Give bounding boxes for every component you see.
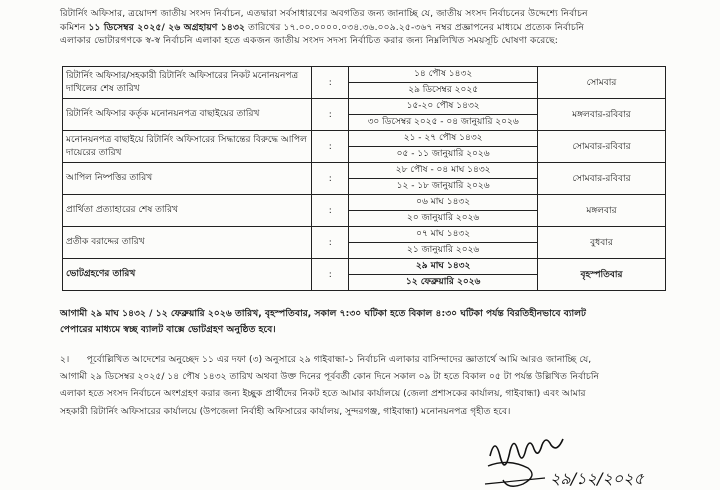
schedule-colon: : (312, 227, 349, 259)
schedule-date-english: ২৯ ডিসেম্বর ২০২৫ (408, 85, 479, 95)
schedule-date-bangla: ১৪ পৌষ ১৪৩২ (349, 67, 537, 83)
schedule-event-label: প্রতীক বরাদ্দের তারিখ (63, 227, 312, 259)
schedule-date-english: ১২ ফেব্রুয়ারি ২০২৬ (405, 277, 481, 287)
schedule-row (63, 67, 666, 99)
schedule-colon: : (312, 195, 349, 227)
schedule-day: মঙ্গলবার (537, 195, 665, 227)
intro-line-1: রিটার্নিং অফিসার, ত্রয়োদশ জাতীয় সংসদ নির্বাচন, এতদ্বারা সর্বসাধারণের অবগতির জন্য জানাচ্ছি যে, জাতীয় সংসদ নির্বাচনের উদ্দেশ্যে নির্বাচন (60, 8, 588, 19)
schedule-day: সোমবার (537, 67, 665, 99)
schedule-dates (349, 99, 538, 131)
schedule-dates (349, 227, 538, 259)
intro-line-2-pre: কমিশন (60, 22, 89, 33)
schedule-colon: : (312, 163, 349, 195)
signature-date: ২৯/১২/২০২৫ (550, 469, 644, 488)
schedule-event-label: ভোটগ্রহণের তারিখ (63, 259, 312, 291)
schedule-date-english: ২১ জানুয়ারি ২০২৬ (406, 245, 480, 255)
schedule-row (63, 195, 666, 227)
schedule-dates (349, 67, 538, 99)
signature (480, 426, 660, 490)
schedule-date-bangla: ১৫-২০ পৌষ ১৪৩২ (349, 99, 537, 115)
poll-note-line-1: আগামী ২৯ মাঘ ১৪৩২ / ১২ ফেব্রুয়ারি ২০২৬ তারিখ, বৃহস্পতিবার, সকাল ৭:৩০ ঘটিকা হতে বিকাল ৪:৩০ ঘটিকা পর্যন্ত বিরতিহীনভাবে ব্যালট (60, 308, 587, 319)
section-2-line-2: আগামী ২৯ ডিসেম্বর ২০২৫/ ১৪ পৌষ ১৪৩২ তারিখ অথবা উক্ত দিনের পূর্ববর্তী কোন দিনে সকাল ০৯ টা হতে বিকাল ০৫ টা পর্যন্ত উল্লিখিত নির্বাচনি (60, 371, 599, 382)
schedule-colon: : (312, 131, 349, 163)
schedule-row (63, 227, 666, 259)
schedule-date-bangla: ২৯ মাঘ ১৪৩২ (349, 259, 537, 275)
schedule-dates (349, 195, 538, 227)
section-2-line-4: সহকারী রিটার্নিং অফিসারের কার্যালয়ে (উপজেলা নির্বাহী অফিসারের কার্যালয়, সুন্দরগঞ্জ, গাইবান্ধা) মনোনয়নপত্র গৃহীত হবে। (60, 406, 511, 417)
intro-gazette-date: ১১ ডিসেম্বর ২০২৫/ ২৬ অগ্রহায়ণ ১৪৩২ (88, 22, 246, 33)
intro-line-2-post: তারিখের ১৭.০০.০০০০.০৩৪.৩৬.০০৯.২৫-৩৬৭ নম্বর প্রজ্ঞাপনের মাধ্যমে প্রত্যেক নির্বাচনি (245, 22, 585, 33)
schedule-colon: : (312, 99, 349, 131)
intro-line-3: এলাকার ভোটারগণকে স্ব-স্ব নির্বাচনি এলাকা হতে একজন জাতীয় সংসদ সদস্য নির্বাচিত করার জন্য নিম্নলিখিত সময়সূচি ঘোষণা করেছে: (60, 35, 558, 46)
section-2-text-1: পূর্বোল্লিখিত আদেশের অনুচ্ছেদ ১১ এর দফা (৩) অনুসারে ২৯ গাইবান্ধা-১ নির্বাচনি এলাকার বাসিন্দাদের জ্ঞাতার্থে আমি আরও জানাচ্ছি যে, (86, 354, 592, 365)
schedule-event-label: প্রার্থিতা প্রত্যাহারের শেষ তারিখ (63, 195, 312, 227)
schedule-row (63, 131, 666, 163)
schedule-date-english: ১২ - ১৮ জানুয়ারি ২০২৬ (396, 181, 490, 191)
section-2-line-1 (60, 352, 591, 367)
schedule-date-bangla: ০৭ মাঘ ১৪৩২ (349, 227, 537, 243)
schedule-dates (349, 131, 538, 163)
schedule-event-label: আপিল নিষ্পত্তির তারিখ (63, 163, 312, 195)
schedule-date-english: ৩০ ডিসেম্বর ২০২৫ - ০৪ জানুয়ারি ২০২৬ (367, 117, 519, 127)
poll-note-line-2: পেপারের মাধ্যমে স্বচ্ছ ব্যালট বাক্সে ভোটগ্রহণ অনুষ্ঠিত হবে। (60, 324, 276, 335)
schedule-row (63, 259, 666, 291)
schedule-day: মঙ্গলবার-রবিবার (537, 99, 665, 131)
section-2-number: ২। (60, 354, 70, 365)
schedule-colon: : (312, 67, 349, 99)
schedule-date-bangla: ০৬ মাঘ ১৪৩২ (349, 195, 537, 211)
schedule-day: সোমবার-রবিবার (537, 163, 665, 195)
schedule-day: বৃহস্পতিবার (537, 259, 665, 291)
schedule-table (62, 66, 666, 291)
schedule-date-english: ২০ জানুয়ারি ২০২৬ (406, 213, 480, 223)
schedule-row (63, 163, 666, 195)
section-2-line-3: এলাকা হতে সংসদ নির্বাচনে অংশগ্রহণ করার জন্য ইচ্ছুক প্রার্থীদের নিকট হতে আমার কার্যালয়ে (জেলা প্রশাসকের কার্যালয়, গাইবান্ধা) এবং আমার (60, 388, 586, 399)
schedule-event-label: মনোনয়নপত্র বাছাইয়ে রিটার্নিং অফিসারের সিদ্ধান্তের বিরুদ্ধে আপিল দায়েরের তারিখ (63, 131, 312, 163)
schedule-date-bangla: ২৮ পৌষ - ০৪ মাঘ ১৪৩২ (349, 163, 537, 179)
schedule-row (63, 99, 666, 131)
schedule-event-label: রিটার্নিং অফিসার/সহকারী রিটার্নিং অফিসারের নিকট মনোনয়নপত্র দাখিলের শেষ তারিখ (63, 67, 312, 99)
schedule-dates (349, 163, 538, 195)
schedule-day: সোমবার-রবিবার (537, 131, 665, 163)
schedule-date-bangla: ২১ - ২৭ পৌষ ১৪৩২ (349, 131, 537, 147)
schedule-date-english: ০৫ - ১১ জানুয়ারি ২০২৬ (396, 149, 490, 159)
schedule-day: বুধবার (537, 227, 665, 259)
schedule-colon: : (312, 259, 349, 291)
schedule-dates (349, 259, 538, 291)
schedule-event-label: রিটার্নিং অফিসার কর্তৃক মনোনয়নপত্র বাছাইয়ের তারিখ (63, 99, 312, 131)
